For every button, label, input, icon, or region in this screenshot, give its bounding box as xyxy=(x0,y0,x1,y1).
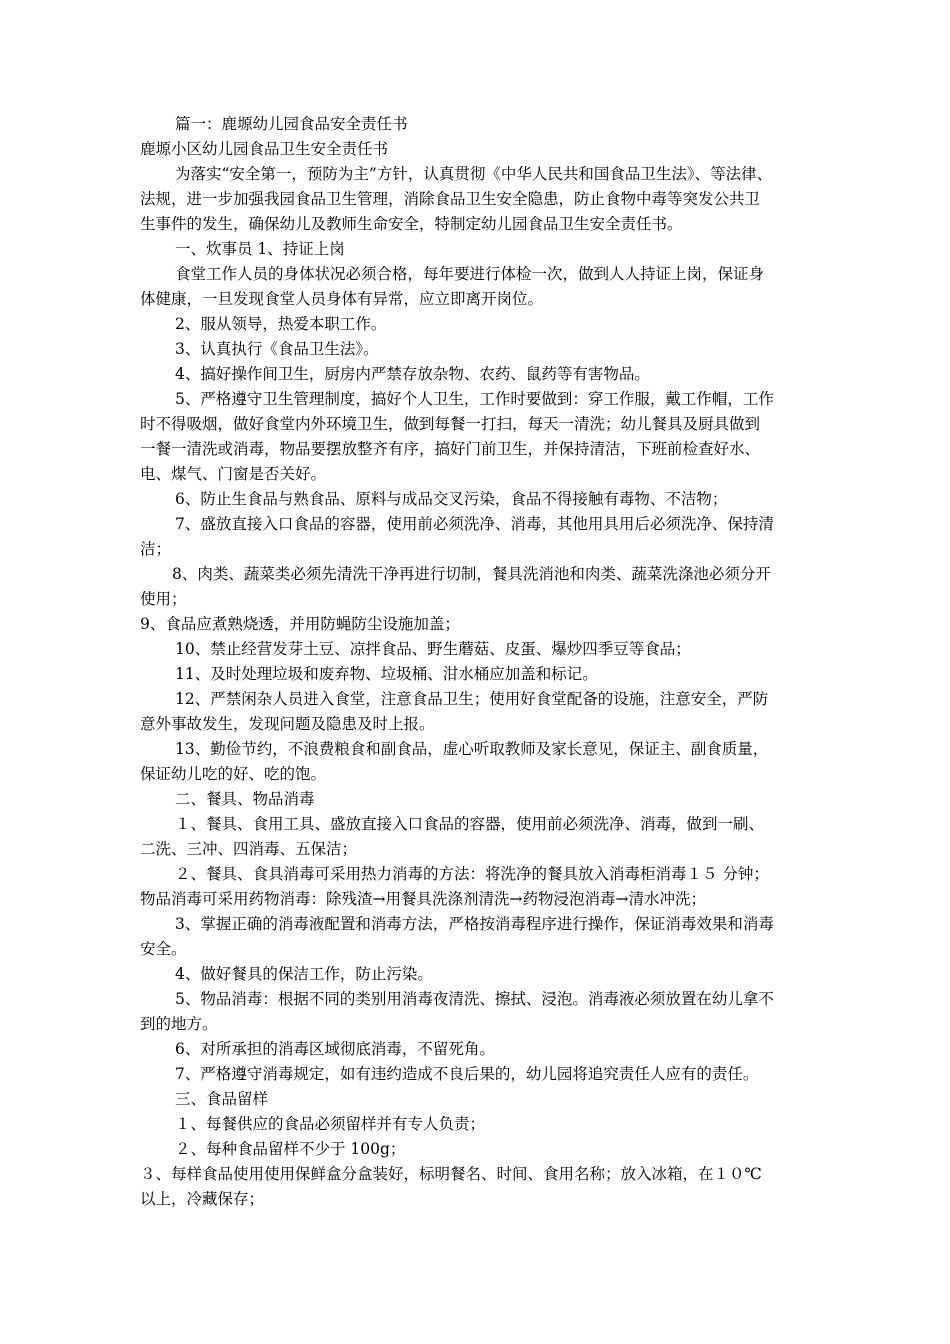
text-line: 意外事故发生，发现问题及隐患及时上报。 xyxy=(140,715,435,733)
paragraph xyxy=(140,1162,816,1212)
paragraph xyxy=(140,1062,816,1087)
paragraph xyxy=(140,812,816,862)
paragraph xyxy=(140,612,816,637)
text-line: 二洗、三冲、四消毒、五保洁； xyxy=(140,840,358,858)
paragraph xyxy=(140,962,816,987)
text-line: 三、食品留样 xyxy=(175,1090,269,1108)
text-line: 到的地方。 xyxy=(140,1015,218,1033)
text-line: 保证幼儿吃的好、吃的饱。 xyxy=(140,765,327,783)
text-line: 11、及时处理垃圾和废弃物、垃圾桶、泔水桶应加盖和标记。 xyxy=(175,665,598,683)
paragraph xyxy=(140,662,816,687)
paragraph xyxy=(140,237,816,262)
paragraph xyxy=(140,262,816,312)
text-line: ２、餐具、食具消毒可采用热力消毒的方法：将洗净的餐具放入消毒柜消毒１５ 分钟； xyxy=(175,865,769,883)
paragraph xyxy=(140,112,816,137)
text-line: 为落实“安全第一，预防为主”方针，认真贯彻《中华人民共和国食品卫生法》、等法律、 xyxy=(175,165,773,183)
paragraph xyxy=(140,1137,816,1162)
text-line: 体健康，一旦发现食堂人员身体有异常，应立即离开岗位。 xyxy=(140,290,544,308)
text-line: 法规，进一步加强我园食品卫生管理，消除食品卫生安全隐患，防止食物中毒等突发公共卫 xyxy=(140,190,761,208)
paragraph xyxy=(140,687,816,737)
text-line: 6、防止生食品与熟食品、原料与成品交叉污染，食品不得接触有毒物、不洁物； xyxy=(175,490,728,508)
text-line: 二、餐具、物品消毒 xyxy=(175,790,315,808)
text-line: 10、禁止经营发芽土豆、凉拌食品、野生蘑菇、皮蛋、爆炒四季豆等食品； xyxy=(175,640,691,658)
paragraph xyxy=(140,737,816,787)
text-line: 一餐一清洗或消毒，物品要摆放整齐有序，搞好门前卫生，并保持清洁，下班前检查好水、 xyxy=(140,440,761,458)
text-line: 安全。 xyxy=(140,940,187,958)
text-line: 食堂工作人员的身体状况必须合格，每年要进行体检一次，做到人人持证上岗，保证身 xyxy=(175,265,765,283)
text-line: 4、做好餐具的保洁工作，防止污染。 xyxy=(175,965,433,983)
text-line: 5、物品消毒：根据不同的类别用消毒夜清洗、擦拭、浸泡。消毒液必须放置在幼儿拿不 xyxy=(175,990,774,1008)
paragraph xyxy=(140,362,816,387)
text-line: ２、每种食品留样不少于 100g； xyxy=(175,1140,406,1158)
paragraph xyxy=(140,312,816,337)
paragraph xyxy=(140,137,816,162)
text-line: 7、严格遵守消毒规定，如有违约造成不良后果的，幼儿园将追究责任人应有的责任。 xyxy=(175,1065,759,1083)
paragraph xyxy=(140,162,816,237)
text-line: 8、肉类、蔬菜类必须先清洗干净再进行切制，餐具洗消池和肉类、蔬菜洗涤池必须分开 xyxy=(172,565,771,583)
paragraph xyxy=(140,912,816,962)
text-line: １、餐具、食用工具、盛放直接入口食品的容器，使用前必须洗净、消毒，做到一刷、 xyxy=(175,815,765,833)
paragraph xyxy=(140,1112,816,1137)
text-line: 12、严禁闲杂人员进入食堂，注意食品卫生；使用好食堂配备的设施，注意安全，严防 xyxy=(175,690,769,708)
text-line: 洁； xyxy=(140,540,172,558)
paragraph xyxy=(140,1087,816,1112)
document-body xyxy=(140,112,816,1212)
paragraph xyxy=(140,862,816,912)
paragraph xyxy=(140,637,816,662)
text-line: ３、每样食品使用使用保鲜盒分盒装好，标明餐名、时间、食用名称；放入冰箱，在１０℃ xyxy=(140,1165,762,1183)
text-line: 9、食品应煮熟烧透，并用防蝇防尘设施加盖； xyxy=(140,615,460,633)
paragraph xyxy=(140,987,816,1037)
text-line: 3、认真执行《食品卫生法》。 xyxy=(175,340,379,358)
paragraph xyxy=(140,512,816,562)
paragraph xyxy=(140,787,816,812)
text-line: 4、搞好操作间卫生，厨房内严禁存放杂物、农药、鼠药等有害物品。 xyxy=(175,365,650,383)
text-line: 7、盛放直接入口食品的容器，使用前必须洗净、消毒，其他用具用后必须洗净、保持清 xyxy=(175,515,774,533)
paragraph xyxy=(140,562,816,612)
text-line: 3、掌握正确的消毒液配置和消毒方法，严格按消毒程序进行操作，保证消毒效果和消毒 xyxy=(175,915,774,933)
paragraph xyxy=(140,1037,816,1062)
text-line: 以上，冷藏保存； xyxy=(140,1190,265,1208)
text-line: 生事件的发生，确保幼儿及教师生命安全，特制定幼儿园食品卫生安全责任书。 xyxy=(140,215,683,233)
text-line: 13、勤俭节约，不浪费粮食和副食品，虚心听取教师及家长意见，保证主、副食质量， xyxy=(175,740,769,758)
text-line: 电、煤气、门窗是否关好。 xyxy=(140,465,327,483)
text-line: 2、服从领导，热爱本职工作。 xyxy=(175,315,387,333)
text-line: 6、对所承担的消毒区域彻底消毒，不留死角。 xyxy=(175,1040,495,1058)
text-line: 一、炊事员 1、持证上岗 xyxy=(175,240,345,258)
paragraph xyxy=(140,487,816,512)
text-line: 鹿塬小区幼儿园食品卫生安全责任书 xyxy=(140,140,389,158)
text-line: 时不得吸烟，做好食堂内外环境卫生，做到每餐一打扫，每天一清洗；幼儿餐具及厨具做到 xyxy=(140,415,761,433)
text-line: 篇一：鹿塬幼儿园食品安全责任书 xyxy=(175,115,408,133)
text-line: 物品消毒可采用药物消毒：除残渣→用餐具洗涤剂清洗→药物浸泡消毒→清水冲洗； xyxy=(140,890,706,908)
paragraph xyxy=(140,387,816,487)
text-line: 使用； xyxy=(140,590,187,608)
text-line: 5、严格遵守卫生管理制度，搞好个人卫生，工作时要做到：穿工作服，戴工作帽，工作 xyxy=(175,390,774,408)
text-line: １、每餐供应的食品必须留样并有专人负责； xyxy=(175,1115,486,1133)
paragraph xyxy=(140,337,816,362)
